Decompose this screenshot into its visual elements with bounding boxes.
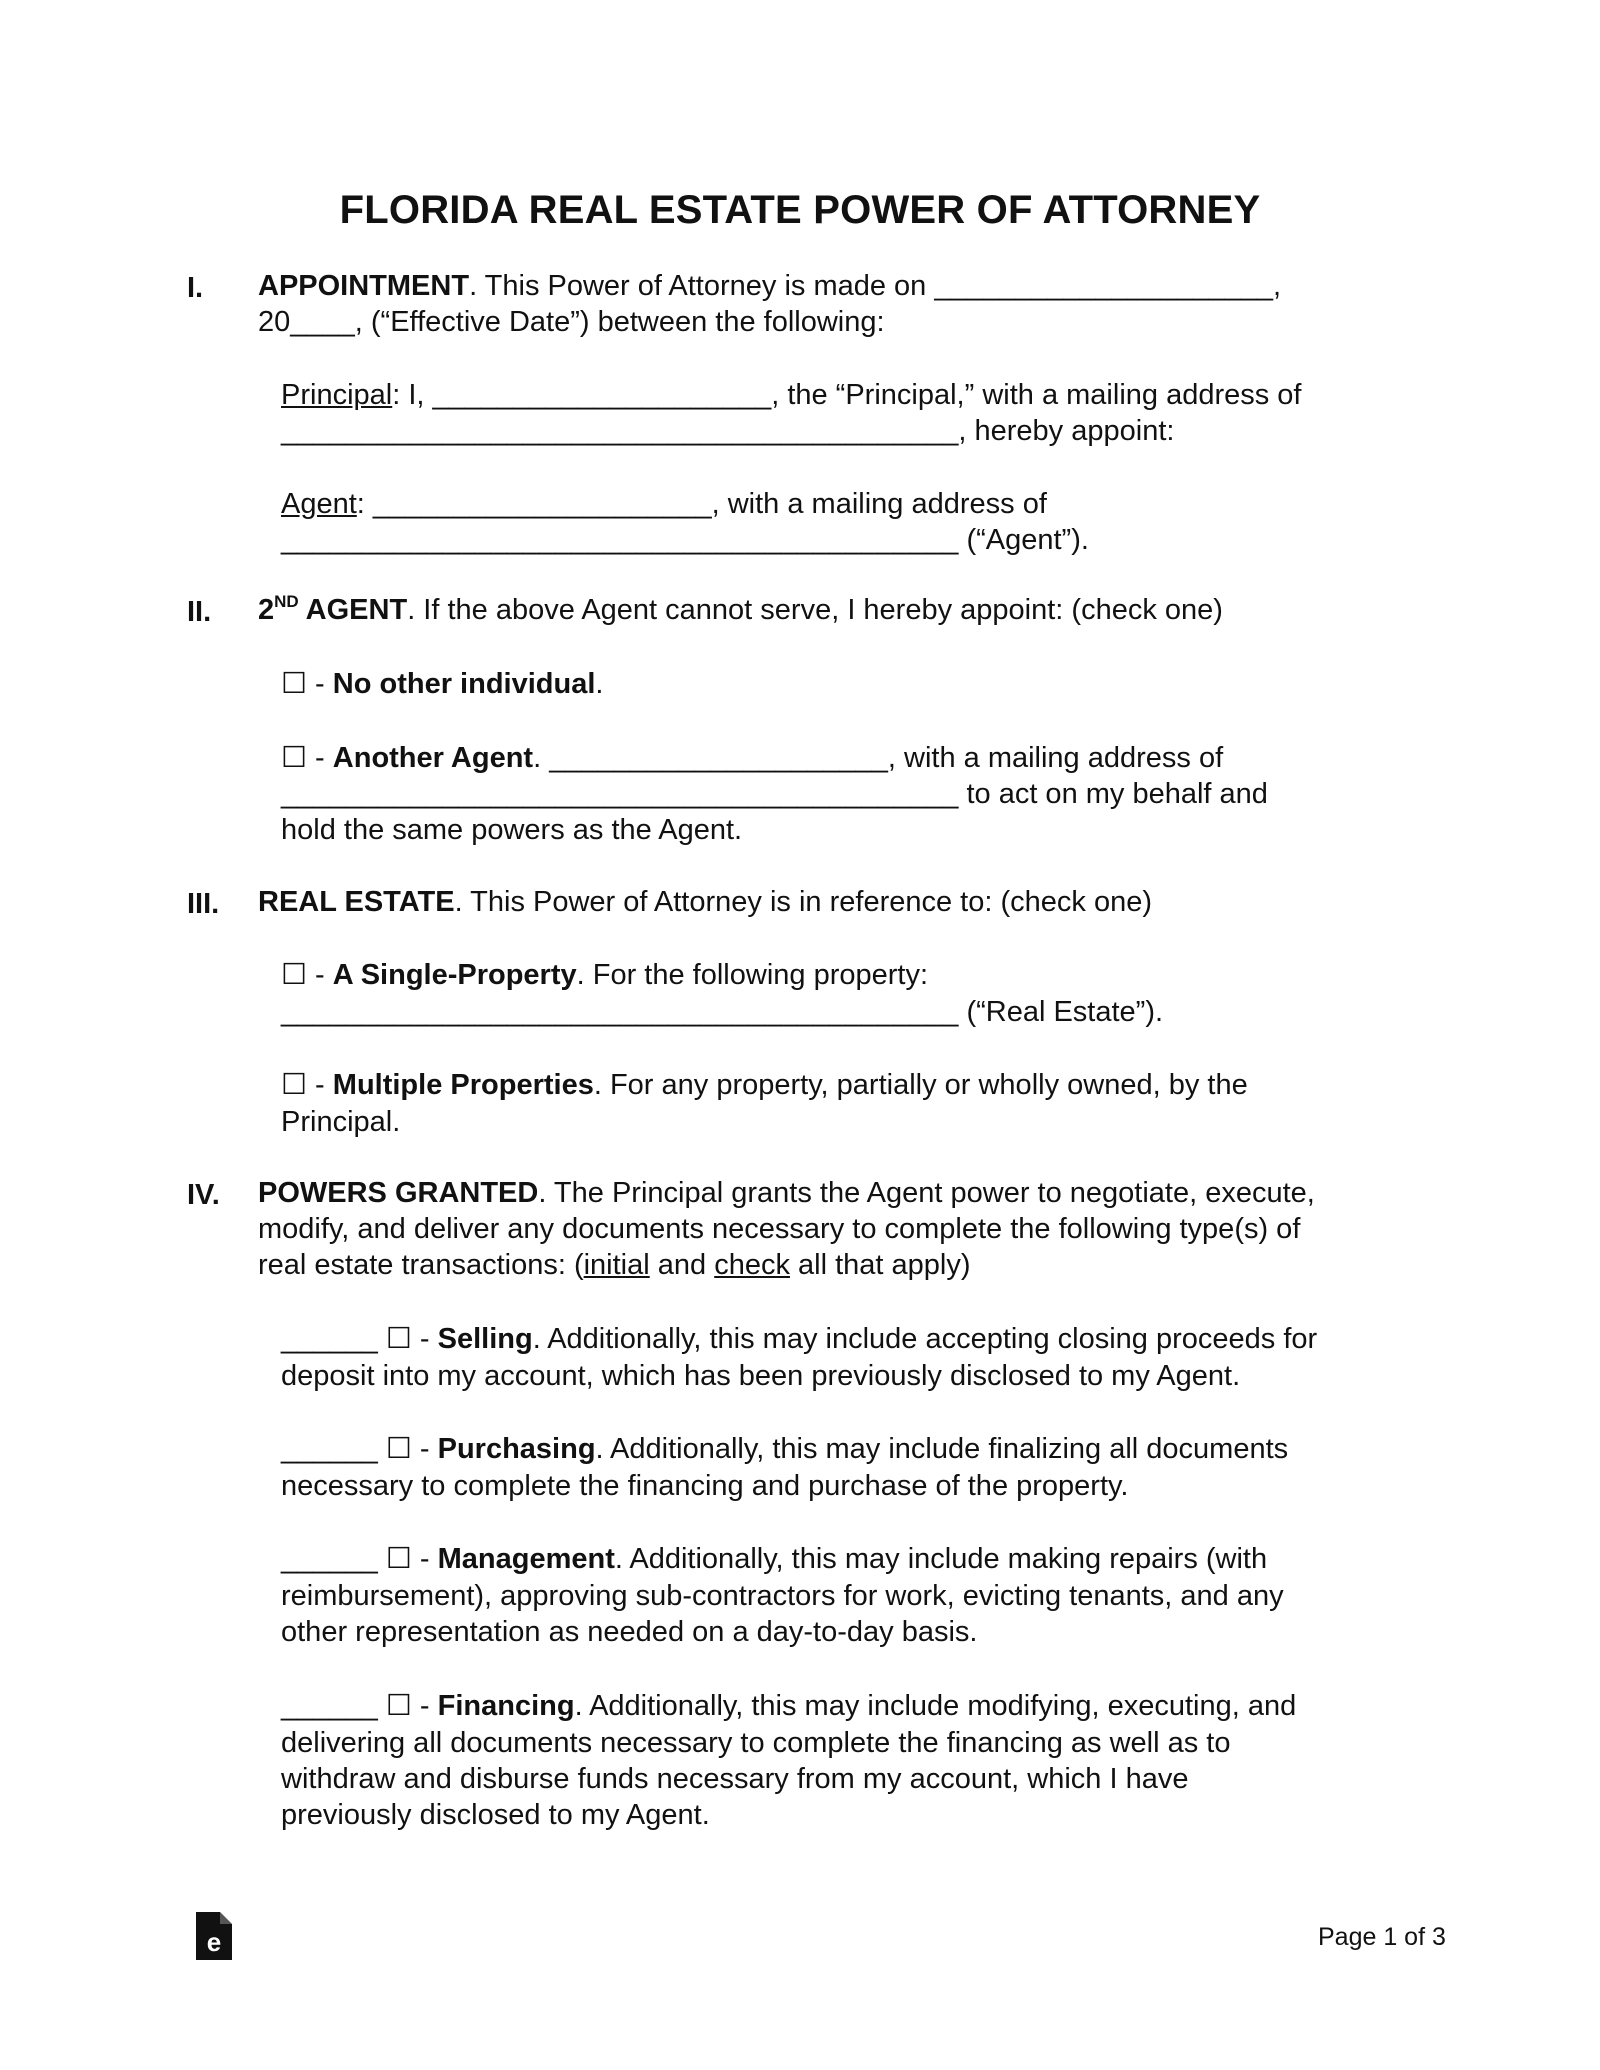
page-number: Page 1 of 3 bbox=[1318, 1923, 1446, 1951]
power-selling-label: Selling bbox=[437, 1323, 533, 1355]
option-another-agent-line-3: hold the same powers as the Agent. bbox=[281, 814, 743, 846]
power-selling-line-1[interactable] bbox=[281, 1321, 1317, 1358]
option-multiple-properties-label: Multiple Properties bbox=[332, 1069, 594, 1101]
section-2-number: II. bbox=[187, 596, 212, 628]
power-management-line-1[interactable] bbox=[281, 1541, 1267, 1578]
document-title: FLORIDA REAL ESTATE POWER OF ATTORNEY bbox=[339, 188, 1261, 232]
power-purchasing-label: Purchasing bbox=[437, 1433, 596, 1465]
checkbox-no-other-individual[interactable]: ☐ - bbox=[281, 668, 333, 700]
option-no-other-individual-label: No other individual bbox=[332, 668, 596, 700]
option-another-agent-label: Another Agent bbox=[332, 742, 534, 774]
option-another-agent-text: . _____________________, with a mailing address of bbox=[533, 742, 1224, 774]
option-multiple-properties-line-2: Principal. bbox=[281, 1106, 401, 1138]
section-4-line-3-a: real estate transactions: ( bbox=[258, 1249, 584, 1281]
power-selling-line-2: deposit into my account, which has been previously disclosed to my Agent. bbox=[281, 1360, 1241, 1392]
checkbox-management[interactable]: ______ ☐ - bbox=[281, 1543, 438, 1575]
section-4-text: . The Principal grants the Agent power to negotiate, execute, bbox=[538, 1177, 1315, 1209]
checkbox-financing[interactable]: ______ ☐ - bbox=[281, 1690, 438, 1722]
option-another-agent-line-1[interactable] bbox=[281, 740, 1223, 777]
principal-line-1 bbox=[281, 377, 1302, 414]
power-purchasing-line-1[interactable] bbox=[281, 1431, 1288, 1468]
power-management-line-3: other representation as needed on a day-to-day basis. bbox=[281, 1616, 978, 1648]
option-multiple-properties-text: . For any property, partially or wholly owned, by the bbox=[593, 1069, 1248, 1101]
section-4-line-1 bbox=[258, 1175, 1315, 1212]
agent-label: Agent bbox=[281, 488, 357, 520]
section-4-line-2: modify, and deliver any documents necessary to complete the following type(s) of bbox=[258, 1213, 1301, 1245]
checkbox-selling[interactable]: ______ ☐ - bbox=[281, 1323, 438, 1355]
principal-line-2: __________________________________________, hereby appoint: bbox=[281, 415, 1175, 447]
section-4-line-3 bbox=[258, 1247, 971, 1284]
agent-text: : _____________________, with a mailing address of bbox=[356, 488, 1047, 520]
option-single-property-line-1[interactable] bbox=[281, 957, 928, 994]
checkbox-single-property[interactable]: ☐ - bbox=[281, 959, 333, 991]
section-4-line-3-b: and bbox=[649, 1249, 715, 1281]
section-1-heading: APPOINTMENT bbox=[258, 270, 470, 302]
section-2-line-1 bbox=[258, 592, 1223, 629]
agent-line-1 bbox=[281, 486, 1047, 523]
option-no-other-individual-period: . bbox=[595, 668, 604, 700]
section-2-text: . If the above Agent cannot serve, I hereby appoint: (check one) bbox=[407, 594, 1223, 626]
power-management-text: . Additionally, this may include making repairs (with bbox=[614, 1543, 1268, 1575]
section-3-text: . This Power of Attorney is in reference to: (check one) bbox=[454, 886, 1152, 918]
checkbox-multiple-properties[interactable]: ☐ - bbox=[281, 1069, 333, 1101]
section-3-line-1 bbox=[258, 884, 1152, 921]
option-another-agent-line-2: __________________________________________ to act on my behalf and bbox=[281, 778, 1268, 810]
principal-label: Principal bbox=[281, 379, 393, 411]
power-selling-text: . Additionally, this may include accepting closing proceeds for bbox=[532, 1323, 1318, 1355]
principal-text: : I, _____________________, the “Principal,” with a mailing address of bbox=[392, 379, 1302, 411]
section-4-line-3-c: all that apply) bbox=[789, 1249, 971, 1281]
section-4-initial-word: initial bbox=[583, 1249, 650, 1281]
power-financing-line-1[interactable] bbox=[281, 1688, 1296, 1725]
power-financing-line-2: delivering all documents necessary to complete the financing as well as to bbox=[281, 1727, 1231, 1759]
option-single-property-text: . For the following property: bbox=[576, 959, 929, 991]
option-multiple-properties-line-1[interactable] bbox=[281, 1067, 1248, 1104]
checkbox-another-agent[interactable]: ☐ - bbox=[281, 742, 333, 774]
power-financing-line-4: previously disclosed to my Agent. bbox=[281, 1799, 710, 1831]
option-single-property-label: A Single-Property bbox=[332, 959, 577, 991]
checkbox-purchasing[interactable]: ______ ☐ - bbox=[281, 1433, 438, 1465]
section-2-heading bbox=[258, 594, 407, 626]
agent-line-2: __________________________________________ (“Agent”). bbox=[281, 524, 1089, 556]
section-3-number: III. bbox=[187, 888, 220, 920]
power-financing-line-3: withdraw and disburse funds necessary from my account, which I have bbox=[281, 1763, 1189, 1795]
eforms-logo-icon bbox=[196, 1912, 232, 1960]
section-1-number: I. bbox=[187, 272, 204, 304]
option-no-other-individual[interactable] bbox=[281, 666, 603, 703]
section-2-heading-rest: AGENT bbox=[298, 594, 408, 626]
section-2-heading-sup: ND bbox=[274, 592, 299, 611]
power-management-label: Management bbox=[437, 1543, 615, 1575]
section-4-number: IV. bbox=[187, 1179, 220, 1211]
section-1-text: . This Power of Attorney is made on _____________________, bbox=[469, 270, 1282, 302]
power-management-line-2: reimbursement), approving sub-contractors for work, evicting tenants, and any bbox=[281, 1580, 1284, 1612]
section-2-heading-prefix: 2 bbox=[258, 594, 275, 626]
section-4-heading: POWERS GRANTED bbox=[258, 1177, 539, 1209]
section-1-line-1 bbox=[258, 268, 1281, 305]
power-purchasing-line-2: necessary to complete the financing and purchase of the property. bbox=[281, 1470, 1129, 1502]
power-financing-text: . Additionally, this may include modifying, executing, and bbox=[574, 1690, 1297, 1722]
power-purchasing-text: . Additionally, this may include finalizing all documents bbox=[595, 1433, 1289, 1465]
section-4-check-word: check bbox=[714, 1249, 790, 1281]
option-single-property-line-2: __________________________________________ (“Real Estate”). bbox=[281, 996, 1164, 1028]
svg-text:e: e bbox=[206, 1927, 222, 1957]
power-financing-label: Financing bbox=[437, 1690, 575, 1722]
section-3-heading: REAL ESTATE bbox=[258, 886, 455, 918]
section-1-line-2: 20____, (“Effective Date”) between the following: bbox=[258, 306, 885, 338]
